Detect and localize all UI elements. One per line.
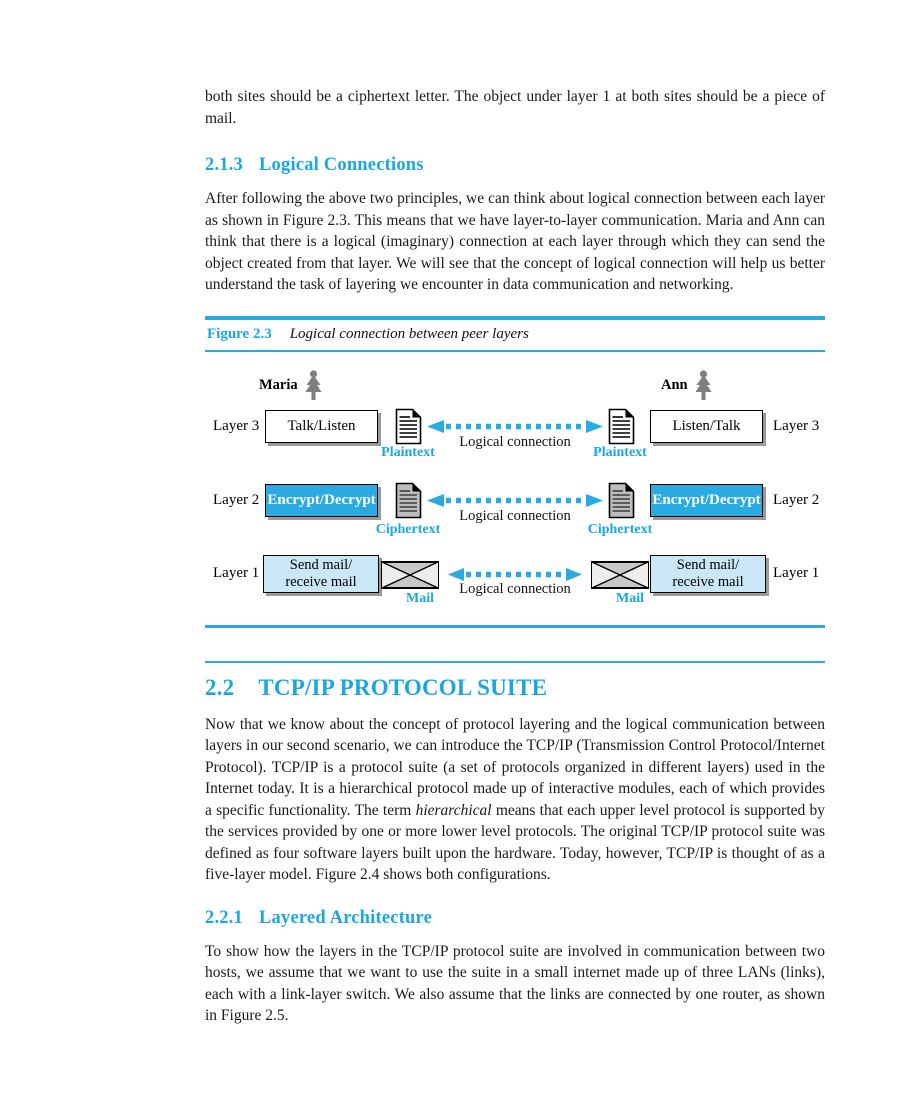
section-heading-2-2 [205,675,825,701]
ciphertext-label-right: Ciphertext [587,521,653,537]
plaintext-label-right: Plaintext [593,444,647,460]
figure-diagram [205,352,825,625]
section-2-2-paragraph [205,714,825,886]
person-ann [661,370,713,402]
layer3-box-right [650,410,763,443]
layer1-box-left-line1: Send mail/ [289,556,353,573]
page-content [205,0,825,1027]
ciphertext-document-icon [608,482,635,519]
layer1-label-left: Layer 1 [213,564,260,581]
plaintext-label-left: Plaintext [381,444,435,460]
layer1-box-right-line2: receive mail [672,573,744,590]
layer2-label-left: Layer 2 [213,491,260,508]
mail-envelope-icon [591,561,649,589]
layer3-label-left: Layer 3 [213,417,260,434]
person-name-left: Maria [259,377,298,393]
section-number: 2.2.1 [205,907,243,928]
section-number: 2.1.3 [205,155,243,175]
intro-paragraph: both sites should be a ciphertext letter. The object under layer 1 at both sites should be a piece of mail. [205,88,825,127]
figure-title: Logical connection between peer layers [289,325,529,342]
connection-label: Logical connection [459,433,571,450]
person-icon [694,370,713,402]
figure-caption [205,320,825,350]
paragraph-part1: Now that we know about the concept of protocol layering and the logical communication between layers in our second scenario, we can introduce the TCP/IP (Transmission Control Protocol/Internet Protocol). TCP/IP is a protocol suite (a set of protocols organized in different layers) used in the Internet today. It is a hierarchical protocol made up of interactive modules, each of which provides a specific functionality. The term [205,715,825,819]
figure-2-3 [205,316,825,628]
layer1-box-left-line2: receive mail [285,573,357,590]
layer3-box-left-text: Talk/Listen [287,417,356,434]
plaintext-document-icon [395,408,422,445]
person-name-right: Ann [661,377,688,393]
section-2-1-3-paragraph: After following the above two principles, we can think about logical connection between each layer as shown in Figure 2.3. This means that we have layer-to-layer communication. Maria and Ann can think that there is a logical (imaginary) connection at each layer through which they can send the object created from that layer. We will see that the concept of logical connection will help us better understand the task of layering we encounter in data communication and networking. [205,190,825,293]
connection-label: Logical connection [459,580,571,597]
mail-label-right: Mail [616,590,644,606]
mail-label-left: Mail [406,590,434,606]
italic-term: hierarchical [415,801,492,819]
ciphertext-label-left: Ciphertext [375,521,441,537]
layer2-box-left-text: Encrypt/Decrypt [267,491,376,508]
figure-label: Figure 2.3 [207,325,272,342]
layer2-label-right: Layer 2 [773,491,820,508]
person-icon [304,370,323,402]
section-heading-2-1-3 [205,155,825,176]
connection-label: Logical connection [459,507,571,524]
layer2-box-right-text: Encrypt/Decrypt [652,491,761,508]
layer2-box-right [650,484,763,517]
section-title: Logical Connections [259,155,424,175]
section-title: Layered Architecture [259,907,433,928]
ciphertext-document-icon [395,482,422,519]
section-heading-2-2-1 [205,908,825,929]
section-rule [205,661,825,663]
layer3-box-left [265,410,378,443]
layer2-box-left [265,484,378,517]
layer3-label-right: Layer 3 [773,417,820,434]
person-maria [259,370,323,402]
plaintext-document-icon [608,408,635,445]
section-2-2-1-paragraph: To show how the layers in the TCP/IP protocol suite are involved in communication between two hosts, we assume that we want to use the suite in a small internet made up of three LANs (links), each with a link-layer switch. We also assume that the links are connected by one router, as shown in Figure 2.5. [205,942,825,1024]
layer1-box-right-line1: Send mail/ [676,556,740,573]
layer1-box-left [263,555,379,593]
layer1-box-right [650,555,766,593]
figure-bottom-rule [205,625,825,628]
layer1-label-right: Layer 1 [773,564,820,581]
section-title: TCP/IP PROTOCOL SUITE [258,674,548,700]
paragraph-part2: means that each upper level protocol is supported by the services provided by one or more lower level protocols. The original TCP/IP protocol suite was defined as four software layers built upon the hardware. Today, however, TCP/IP is thought of as a five-layer model. Figure 2.4 shows both configurations. [205,801,826,883]
layer3-box-right-text: Listen/Talk [672,417,741,434]
section-number: 2.2 [205,674,235,700]
